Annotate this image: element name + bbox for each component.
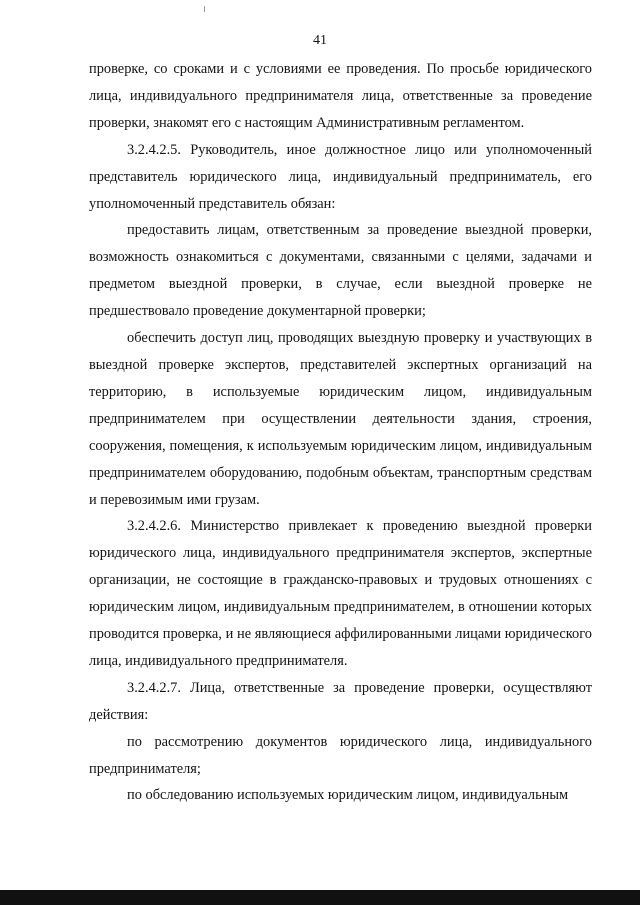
document-body <box>89 56 592 809</box>
paragraph-inspection-start: по обследованию используемых юридическим лицом, индивидуальным <box>127 787 569 804</box>
paragraph-3-2-4-2-6: 3.2.4.2.6. Министерство привлекает к проведению выездной проверки юридического лица, индивидуального предпринимателя экспертов, экспертные организации, не состоящие в гражданско-правовых и трудовых отношениях с юридическим лицом, индивидуальным предпринимателем, в отношении которых проводится проверка, и не являющиеся аффилированными лицами юридического лица, индивидуального предпринимателя. <box>89 518 592 669</box>
page-number: 41 <box>313 33 327 48</box>
paragraph-review-documents: по рассмотрению документов юридического лица, индивидуального предпринимателя; <box>89 733 592 777</box>
paragraph-provide-access-documents: предоставить лицам, ответственным за проведение выездной проверки, возможность ознакомиться с документами, связанными с целями, задачами и предметом выездной проверки, в случае, если выездной проверке не предшествовало проведение документарной проверки; <box>89 222 592 320</box>
scan-bottom-border <box>0 890 640 905</box>
scan-artifact-mark <box>204 6 205 12</box>
paragraph-continuation: проверке, со сроками и с условиями ее проведения. По просьбе юридического лица, индивидуального предпринимателя лица, ответственные за проведение проверки, знакомят его с настоящим Административным регламентом. <box>89 61 592 131</box>
paragraph-3-2-4-2-7: 3.2.4.2.7. Лица, ответственные за проведение проверки, осуществляют действия: <box>89 679 592 723</box>
paragraph-ensure-access-territory: обеспечить доступ лиц, проводящих выездную проверку и участвующих в выездной проверке экспертов, представителей экспертных организаций на территорию, в используемые юридическим лицом, индивидуальным предпринимателем при осуществлении деятельности здания, строения, сооружения, помещения, к используемым юридическим лицом, индивидуальным предпринимателем оборудованию, подобным объектам, транспортным средствам и перевозимым ими грузам. <box>89 330 592 508</box>
paragraph-3-2-4-2-5: 3.2.4.2.5. Руководитель, иное должностное лицо или уполномоченный представитель юридического лица, индивидуальный предприниматель, его уполномоченный представитель обязан: <box>89 141 592 212</box>
